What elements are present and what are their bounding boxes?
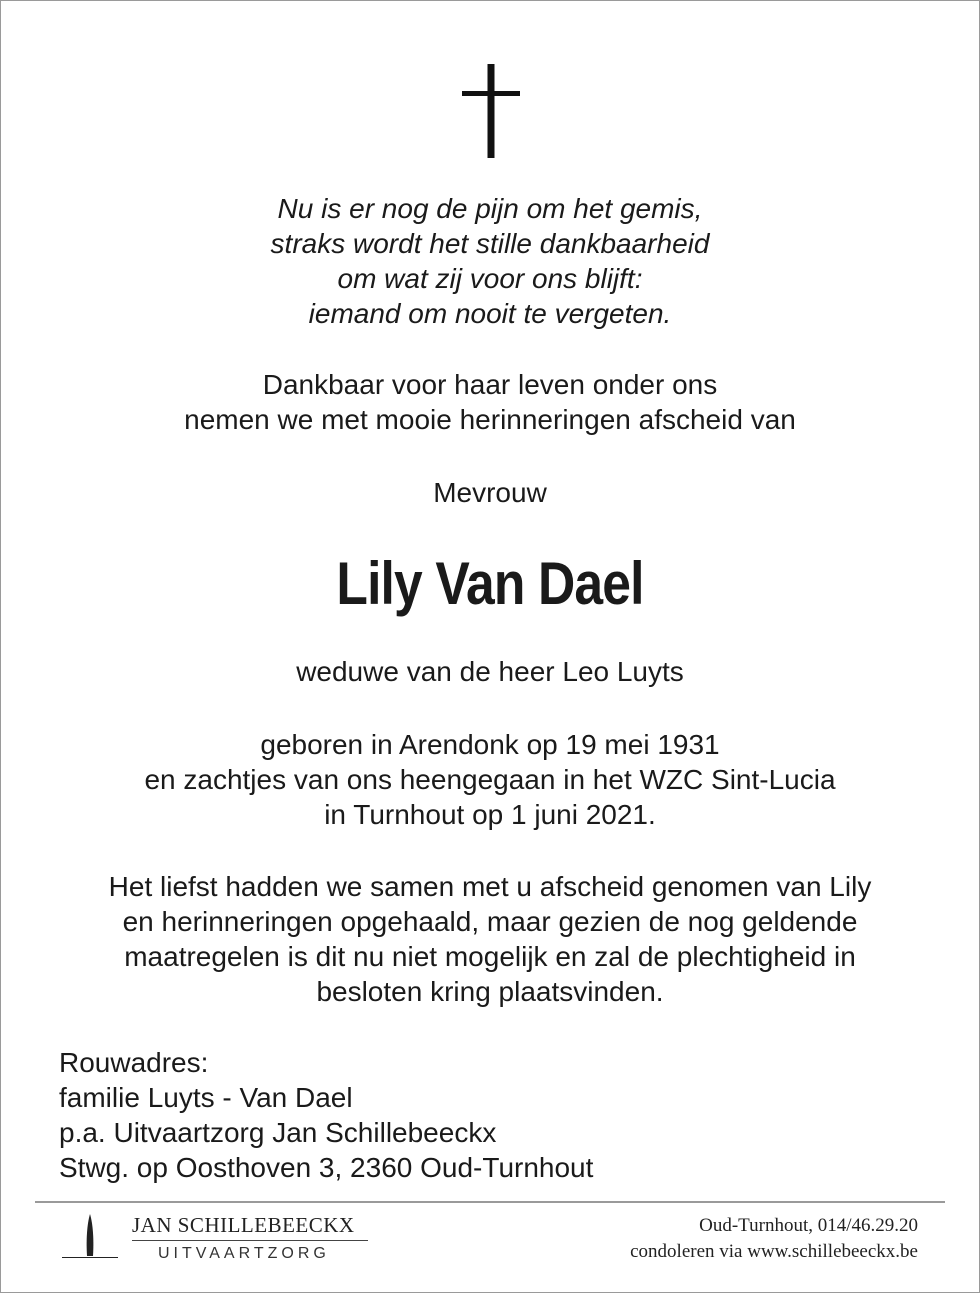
title-prefix: Mevrouw (433, 477, 547, 508)
message-line: besloten kring plaatsvinden. (316, 976, 664, 1007)
intro-line: Dankbaar voor haar leven onder ons (262, 369, 718, 400)
mourning-address (59, 1045, 593, 1185)
logo-divider (132, 1240, 368, 1241)
address-heading: Rouwadres: (59, 1047, 209, 1078)
address-line: Stwg. op Oosthoven 3, 2360 Oud-Turnhout (59, 1152, 594, 1183)
widow-line: weduwe van de heer Leo Luyts (296, 656, 684, 687)
poem-line: om wat zij voor ons blijft: (337, 263, 643, 294)
address-line: p.a. Uitvaartzorg Jan Schillebeeckx (59, 1117, 497, 1148)
dates-line: en zachtjes van ons heengegaan in het WZC Sint-Lucia (144, 764, 836, 795)
contact-line: Oud-Turnhout, 014/46.29.20 (699, 1215, 918, 1236)
poem-line: Nu is er nog de pijn om het gemis, (277, 193, 703, 224)
dates-line: in Turnhout op 1 juni 2021. (324, 799, 656, 830)
deceased-name: Lily Van Dael (336, 550, 644, 617)
message-line: Het liefst hadden we samen met u afscheid genomen van Lily (108, 871, 872, 902)
poem-line: iemand om nooit te vergeten. (308, 298, 672, 329)
funeral-home-name: JAN SCHILLEBEECKX (132, 1213, 355, 1237)
cypress-tree-icon (62, 1212, 122, 1266)
cross-icon (462, 64, 520, 158)
message-line: maatregelen is dit nu niet mogelijk en zal de plechtigheid in (124, 941, 856, 972)
message-line: en herinneringen opgehaald, maar gezien de nog geldende (122, 906, 858, 937)
condolence-link[interactable]: condoleren via www.schillebeeckx.be (630, 1241, 918, 1262)
poem-line: straks wordt het stille dankbaarheid (270, 228, 710, 259)
birth-death-info (0, 727, 980, 832)
ceremony-message (0, 869, 980, 1009)
dates-line: geboren in Arendonk op 19 mei 1931 (260, 729, 720, 760)
poem (0, 191, 980, 331)
address-line: familie Luyts - Van Dael (59, 1082, 353, 1113)
contact-info (630, 1213, 918, 1265)
intro-text (0, 367, 980, 437)
footer-divider (35, 1201, 945, 1203)
intro-line: nemen we met mooie herinneringen afscheid van (184, 404, 796, 435)
funeral-home-subtitle: UITVAARTZORG (158, 1245, 330, 1262)
